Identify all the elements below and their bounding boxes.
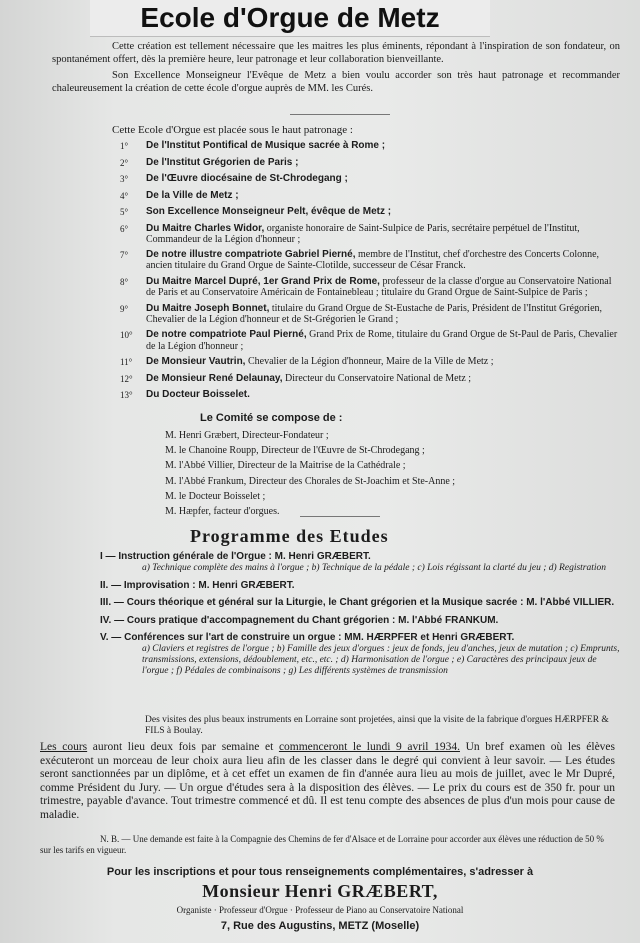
visites-note: Des visites des plus beaux instruments en Lorraine sont projetées, ainsi que la visite de la fabrique d'orgues HÆRPFER & FILS à Boulay.	[145, 715, 609, 736]
nb-note: N. B. — Une demande est faite à la Compagnie des Chemins de fer d'Alsace et de Lorraine pour accorder aux élèves une réduction de 50 % sur les tarifs en vigueur.	[40, 834, 604, 855]
etude-item: II. — Improvisation : M. Henri GRÆBERT.	[100, 579, 295, 591]
programme-title: Programme des Etudes	[190, 526, 389, 546]
divider	[290, 114, 390, 115]
etude-item: I — Instruction générale de l'Orgue : M. Henri GRÆBERT. a) Technique complète des mains à l'orgue ; b) Technique de la pédale ; c) Lois régissant la clarté du jeu ; d) Registration	[100, 551, 607, 573]
patron-item: 1° De l'Institut Pontifical de Musique sacrée à Rome ;	[120, 140, 386, 151]
patron-item: 2° De l'Institut Grégorien de Paris ;	[120, 156, 299, 168]
comite-member: M. l'Abbé Frankum, Directeur des Chorales de St-Joachim et Ste-Anne ;	[165, 475, 456, 487]
comite-member: M. Henri Græbert, Directeur-Fondateur ;	[165, 430, 329, 441]
patron-item: 12° De Monsieur René Delaunay, Directeur du Conservatoire National de Metz ;	[120, 372, 472, 384]
intro-text	[52, 40, 620, 98]
patron-item: 11° De Monsieur Vautrin, Chevalier de la Légion d'honneur, Maire de la Ville de Metz ;	[120, 356, 494, 368]
comite-member: M. le Docteur Boisselet ;	[165, 490, 266, 502]
cours-paragraph: Les cours auront lieu deux fois par semaine et commenceront le lundi 9 avril 1934. Un bref examen où les élèves exécuteront un morceau de leur choix aura lieu afin de les classer dans le degré qui convient à leur savoir. — Les études seront sanctionnées par un diplôme, et à cet effet un examen de fin d'année aura lieu au mois de juillet, avec le Mr Dupré, comme Président du Jury. — Un orgue d'études sera à la disposition des élèves. — Le prix du cours est de 350 fr. pour un trimestre, payable d'avance. Tout trimestre commencé et dû. Il est tenu compte des absences de plus d'un mois pour cause de maladie.	[40, 741, 615, 821]
divider	[300, 516, 380, 517]
patron-item: 7° De notre illustre compatriote Gabriel Pierné, membre de l'Institut, chef d'orchestre des Concerts Colonne, ancien titulaire du Grand Orgue de Sainte-Clotilde, successeur de César Franck.	[120, 249, 600, 272]
contact-address: 7, Rue des Augustins, METZ (Moselle)	[220, 920, 420, 932]
patron-list	[120, 140, 620, 406]
patron-item: 10° De notre compatriote Paul Pierné, Grand Prix de Rome, titulaire du Grand Orgue de St-Paul de Paris, Chevalier de la Légion d'honneur ;	[120, 329, 618, 352]
comite-member: M. Hæpfer, facteur d'orgues.	[165, 505, 280, 517]
patron-item: 8° Du Maitre Marcel Dupré, 1er Grand Prix de Rome, professeur de la classe d'orgue au Conservatoire National de Paris et au Conservatoire Américain de Fontainebleau ; titulaire du Grand Orgue de Saint-Sulpice de Paris ;	[120, 275, 612, 299]
comite-heading: Le Comité se compose de :	[200, 412, 343, 424]
poster-title: Ecole d'Orgue de Metz	[90, 0, 490, 37]
patron-item: 3° De l'Œuvre diocésaine de St-Chrodegang ;	[120, 173, 348, 184]
comite-member: M. le Chanoine Roupp, Directeur de l'Œuvre de St-Chrodegang ;	[165, 445, 425, 457]
patron-item: 9° Du Maitre Joseph Bonnet, titulaire du Grand Orgue de St-Eustache de Paris, Président de l'Institut Grégorien, Chevalier de la Légion d'honneur et de St-Grégorien le Grand ;	[120, 302, 603, 325]
etude-item: IV. — Cours pratique d'accompagnement du Chant grégorien : M. l'Abbé FRANKUM.	[100, 614, 499, 626]
patron-item: 6° Du Maitre Charles Widor, organiste honoraire de Saint-Sulpice de Paris, secrétaire perpétuel de l'Institut, Commandeur de la Légion d'honneur ;	[120, 222, 580, 245]
patronage-heading: Cette Ecole d'Orgue est placée sous le haut patronage :	[112, 124, 353, 136]
patron-item: 13° Du Docteur Boisselet.	[120, 389, 250, 401]
patron-item: 5° Son Excellence Monseigneur Pelt, évêque de Metz ;	[120, 206, 392, 217]
etudes-list	[100, 551, 625, 683]
intro-paragraph-2: Son Excellence Monseigneur l'Evêque de Metz a bien voulu accorder son très haut patronage et recommander chaleureusement la création de cette école d'orgue auprès de MM. les Curés.	[52, 70, 620, 94]
contact-name: Monsieur Henri GRÆBERT,	[202, 881, 438, 901]
etude-item: V. — Conférences sur l'art de construire un orgue : MM. HÆRPFER et Henri GRÆBERT. a) Claviers et registres de l'orgue ; b) Famille des jeux d'orgues : jeux de fonds, jeu d'anches, jeux de mutation ; c) Emprunts, transmissions, extensions, dédoublement, etc., etc. ; d) Harmonisation de l'orgue ; e) Caractères des principaux jeux de l'orgue ; f) Pédales de combinaisons ; g) Les différents systèmes de transmission	[100, 632, 620, 676]
intro-paragraph-1: Cette création est tellement nécessaire que les maitres les plus éminents, répondant à l'inspiration de son fondateur, on spontanément offert, dès la première heure, leur patronage et leur collaboration bienveillante.	[52, 41, 620, 65]
etude-item: III. — Cours théorique et général sur la Liturgie, le Chant grégorien et la Musique sacrée : M. l'Abbé VILLIER.	[100, 597, 615, 608]
contact-titles: Organiste · Professeur d'Orgue · Professeur de Piano au Conservatoire National	[176, 905, 464, 915]
comite-member: M. l'Abbé Villier, Directeur de la Maitrise de la Cathédrale ;	[165, 460, 406, 472]
inscriptions-line: Pour les inscriptions et pour tous renseignements complémentaires, s'adresser à	[106, 866, 534, 878]
patron-item: 4° De la Ville de Metz ;	[120, 189, 239, 201]
comite-list	[165, 430, 455, 521]
